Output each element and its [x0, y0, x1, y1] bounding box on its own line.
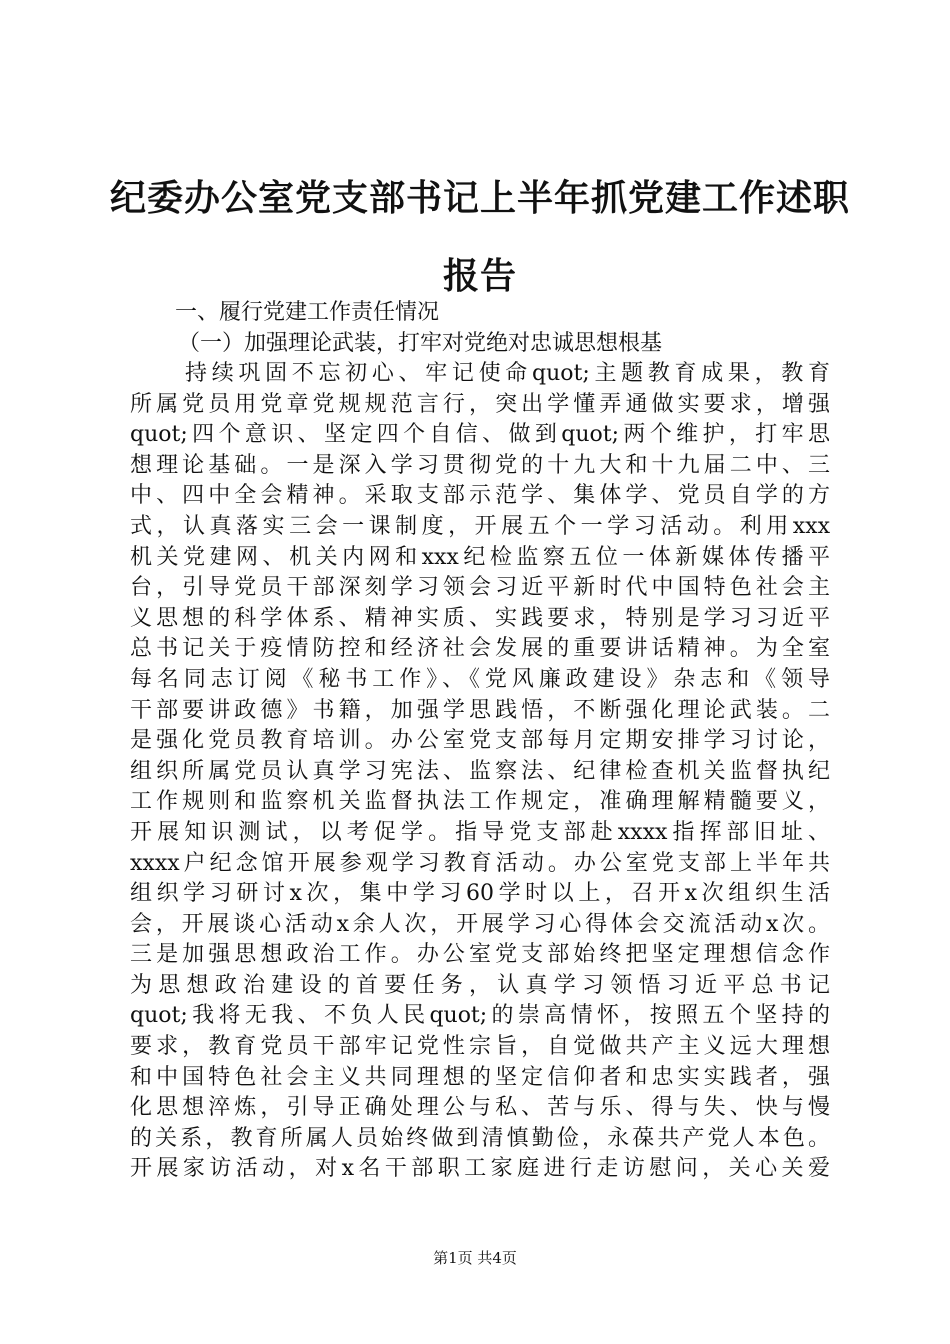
- title-line-1: 纪委办公室党支部书记上半年抓党建工作述职: [109, 178, 850, 219]
- paragraph-line: 每名同志订阅《秘书工作》、《党风廉政建设》杂志和《领导: [130, 666, 830, 692]
- paragraph-line: 开展家访活动，对x名干部职工家庭进行走访慰问，关心关爱: [130, 1156, 830, 1182]
- paragraph-line: 想理论基础。一是深入学习贯彻党的十九大和十九届二中、三: [130, 452, 830, 478]
- paragraph-line: 要求，教育党员干部牢记党性宗旨，自觉做共产主义远大理想: [130, 1034, 830, 1060]
- body-text: [130, 359, 830, 1185]
- paragraph-line: 台，引导党员干部深刻学习领会习近平新时代中国特色社会主: [130, 575, 830, 601]
- paragraph-line: 干部要讲政德》书籍，加强学思践悟，不断强化理论武装。二: [130, 697, 830, 723]
- title-line-2: 报告: [442, 256, 517, 297]
- paragraph-line: 和中国特色社会主义共同理想的坚定信仰者和忠实实践者，强: [130, 1064, 830, 1090]
- paragraph-line: 是强化党员教育培训。办公室党支部每月定期安排学习讨论，: [130, 728, 830, 754]
- paragraph-line: 持续巩固不忘初心、牢记使命quot;主题教育成果，教育: [185, 361, 830, 386]
- paragraph-line: 工作规则和监察机关监督执法工作规定，准确理解精髓要义，: [130, 789, 830, 815]
- paragraph-line: 中、四中全会精神。采取支部示范学、集体学、党员自学的方: [130, 483, 830, 509]
- section-heading: 一、履行党建工作责任情况: [175, 300, 440, 325]
- paragraph-line: quot;我将无我、不负人民quot;的崇高情怀，按照五个坚持的: [130, 1003, 830, 1029]
- paragraph-line: xxxx户纪念馆开展参观学习教育活动。办公室党支部上半年共: [130, 850, 830, 876]
- paragraph-line: 组织学习研讨x次，集中学习60学时以上，召开x次组织生活: [130, 881, 830, 907]
- paragraph-line: 义思想的科学体系、精神实质、实践要求，特别是学习习近平: [130, 605, 830, 631]
- paragraph-line: 化思想淬炼，引导正确处理公与私、苦与乐、得与失、快与慢: [130, 1095, 830, 1121]
- paragraph-line: 总书记关于疫情防控和经济社会发展的重要讲话精神。为全室: [130, 636, 830, 662]
- page-footer: 第1页 共4页: [433, 1249, 517, 1267]
- paragraph-line: 的关系，教育所属人员始终做到清慎勤俭，永葆共产党人本色。: [130, 1125, 830, 1151]
- document-title: [100, 160, 860, 316]
- paragraph-line: 开展知识测试，以考促学。指导党支部赴xxxx指挥部旧址、: [130, 819, 830, 845]
- paragraph-line: 会，开展谈心活动x余人次，开展学习心得体会交流活动x次。: [130, 911, 830, 937]
- paragraph-line: 机关党建网、机关内网和xxx纪检监察五位一体新媒体传播平: [130, 544, 830, 570]
- paragraph-line: 组织所属党员认真学习宪法、监察法、纪律检查机关监督执纪: [130, 758, 830, 784]
- paragraph-line: 式，认真落实三会一课制度，开展五个一学习活动。利用xxx: [130, 513, 830, 539]
- paragraph-line: quot;四个意识、坚定四个自信、做到quot;两个维护，打牢思: [130, 422, 830, 448]
- subsection-heading: （一）加强理论武装，打牢对党绝对忠诚思想根基: [178, 331, 663, 356]
- paragraph-line: 为思想政治建设的首要任务，认真学习领悟习近平总书记: [130, 972, 830, 998]
- paragraph-line: 所属党员用党章党规规范言行，突出学懂弄通做实要求，增强: [130, 391, 830, 417]
- paragraph-line: 三是加强思想政治工作。办公室党支部始终把坚定理想信念作: [130, 942, 830, 968]
